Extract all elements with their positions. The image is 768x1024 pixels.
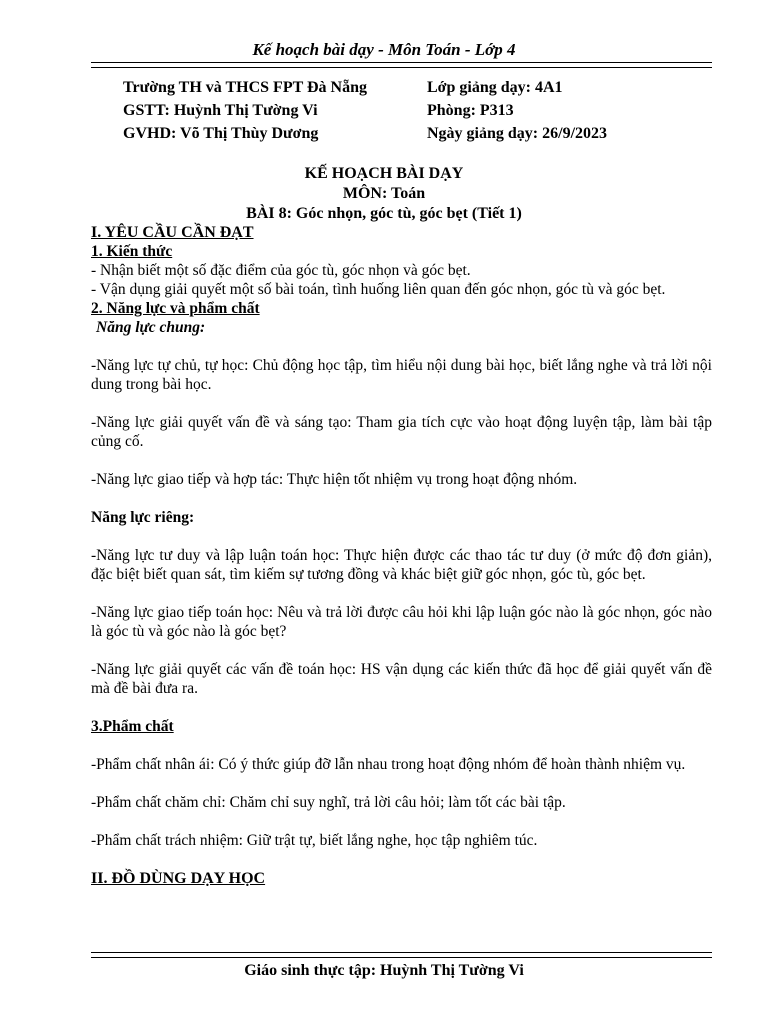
school-name: Trường TH và THCS FPT Đà Nẵng: [123, 79, 367, 96]
quality-item: -Phẩm chất chăm chỉ: Chăm chỉ suy nghĩ, trả lời câu hỏi; làm tốt các bài tập.: [91, 794, 566, 811]
lesson-title: BÀI 8: Góc nhọn, góc tù, góc bẹt (Tiết 1): [246, 205, 522, 222]
specific-competency-item: -Năng lực giao tiếp toán học: Nêu và trả lời được câu hỏi khi lập luận góc nào là góc nhọn, góc nào là góc tù và góc nào là góc bẹt?: [91, 604, 712, 640]
knowledge-item: - Nhận biết một số đặc điểm của góc tù, góc nhọn và góc bẹt.: [91, 262, 471, 279]
footer-rule: [91, 952, 712, 958]
general-competency-item: -Năng lực giải quyết vấn đề và sáng tạo: Tham gia tích cực vào hoạt động luyện tập, làm bài tập củng cố.: [91, 414, 712, 450]
subheading-knowledge: 1. Kiến thức: [91, 243, 173, 260]
section-heading-requirements: I. YÊU CẦU CẦN ĐẠT: [91, 224, 254, 241]
subheading-qualities: 3.Phẩm chất: [91, 718, 174, 735]
plan-title: KẾ HOẠCH BÀI DẠY: [304, 165, 464, 182]
quality-item: -Phẩm chất trách nhiệm: Giữ trật tự, biết lắng nghe, học tập nghiêm túc.: [91, 832, 538, 849]
specific-competency-item: -Năng lực giải quyết các vấn đề toán học: HS vận dụng các kiến thức đã học để giải quyết vấn đề mà đề bài đưa ra.: [91, 661, 712, 697]
section-heading-materials: II. ĐỒ DÙNG DẠY HỌC: [91, 870, 266, 887]
teaching-date: Ngày giảng dạy: 26/9/2023: [427, 125, 608, 142]
room-info: Phòng: P313: [427, 102, 514, 119]
subheading-competencies: 2. Năng lực và phẩm chất: [91, 300, 260, 317]
class-info: Lớp giảng dạy: 4A1: [427, 79, 563, 96]
student-teacher: GSTT: Huỳnh Thị Tường Vi: [123, 102, 318, 119]
general-competency-item: -Năng lực tự chủ, tự học: Chủ động học tập, tìm hiểu nội dung bài học, biết lắng nghe và trả lời nội dung trong bài học.: [91, 357, 712, 393]
document-body: [91, 223, 712, 888]
specific-competency-item: -Năng lực tư duy và lập luận toán học: Thực hiện được các thao tác tư duy (ở mức độ đơn giản), đặc biệt biết quan sát, tìm kiếm sự tương đồng và khác biệt giữ góc nhọn, góc tù, góc bẹt.: [91, 547, 712, 583]
header-rule: [91, 62, 712, 68]
supervisor: GVHD: Võ Thị Thùy Dương: [123, 125, 319, 142]
page-header-title: Kế hoạch bài dạy - Môn Toán - Lớp 4: [252, 40, 516, 59]
specific-competency-heading: Năng lực riêng:: [91, 509, 195, 526]
knowledge-item: - Vận dụng giải quyết một số bài toán, tình huống liên quan đến góc nhọn, góc tù và góc bẹt.: [91, 281, 666, 298]
subject-title: MÔN: Toán: [342, 185, 426, 202]
general-competency-heading: Năng lực chung:: [96, 319, 206, 336]
quality-item: -Phẩm chất nhân ái: Có ý thức giúp đỡ lẫn nhau trong hoạt động nhóm để hoàn thành nhiệm vụ.: [91, 756, 686, 773]
general-competency-item: -Năng lực giao tiếp và hợp tác: Thực hiện tốt nhiệm vụ trong hoạt động nhóm.: [91, 471, 578, 488]
page-footer: Giáo sinh thực tập: Huỳnh Thị Tường Vi: [244, 962, 524, 979]
